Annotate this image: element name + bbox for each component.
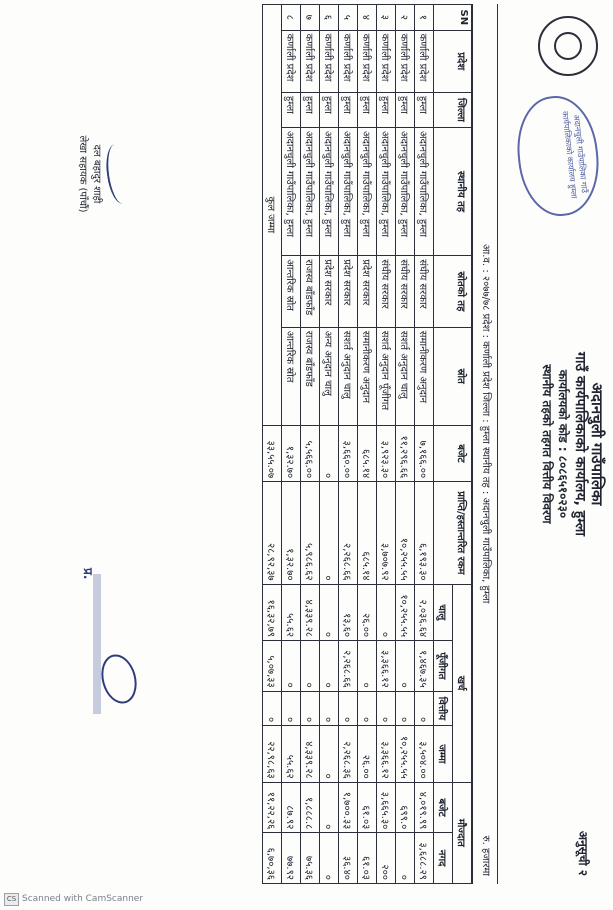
cell-local-level: अदानचुली गाउँपालिका, हुम्ला	[358, 127, 377, 255]
annex-label: अनुसूची २	[576, 830, 590, 876]
cell-balance-budget: ६९९.०	[396, 782, 415, 833]
col-local-level: स्थानीय तह	[434, 127, 472, 255]
cell-cash: ७५.३६	[301, 833, 320, 884]
cell-sn: ७	[301, 5, 320, 31]
cell-financial: ०	[282, 691, 301, 726]
total-received: २८,९२,३७	[263, 482, 282, 584]
cell-current: २६.००	[358, 584, 377, 641]
cell-district: हुम्ला	[358, 92, 377, 127]
cell-local-level: अदानचुली गाउँपालिका, हुम्ला	[282, 127, 301, 255]
table-row	[377, 5, 396, 884]
emblem-icon	[538, 16, 598, 76]
cell-source: समानीकरण अनुदान	[358, 327, 377, 425]
total-balance-budget: ११,२२,२६	[263, 782, 282, 833]
table-row	[396, 5, 415, 884]
col-province: प्रदेश	[434, 30, 472, 92]
cell-financial: ०	[301, 691, 320, 726]
cell-local-level: अदानचुली गाउँपालिका, हुम्ला	[377, 127, 396, 255]
cell-financial: ०	[377, 691, 396, 726]
cell-received: ०	[320, 482, 339, 584]
cell-current: ०	[320, 584, 339, 641]
cell-source: आन्तरिक स्रोत	[282, 327, 301, 425]
fiscal-info-row	[472, 4, 498, 884]
cell-sn: २	[396, 5, 415, 31]
cell-total: ३,५०४.००	[415, 726, 434, 783]
cell-district: हुम्ला	[301, 92, 320, 127]
financial-table	[262, 4, 472, 884]
cell-total: २,२६८.३६	[339, 726, 358, 783]
cell-sn: १	[415, 5, 434, 31]
cell-source: सशर्त अनुदान चालु	[339, 327, 358, 425]
accountant-signature-block	[77, 99, 131, 249]
cell-source: राजस्व बाँडफाँड	[301, 327, 320, 425]
cell-balance-budget: १,७००.३३	[339, 782, 358, 833]
total-row	[263, 5, 282, 884]
total-current: १६,३२,७९	[263, 584, 282, 641]
cell-budget: ३,६६०.००	[339, 425, 358, 482]
document-title: स्थानीय तहको तहगत वित्तीय विवरण	[540, 364, 554, 524]
cell-source-level: संघीय सरकार	[396, 256, 415, 328]
table-row	[320, 5, 339, 884]
cell-budget: १,३२.७०	[282, 425, 301, 482]
balance-group-header: मौज्दात	[453, 782, 472, 883]
total-cash: ६,७०,३६	[263, 833, 282, 884]
expense-group-header: खर्च	[453, 584, 472, 782]
cell-capital: ०	[320, 641, 339, 692]
cell-capital: २,२६८.६६	[339, 641, 358, 692]
cell-district: हुम्ला	[320, 92, 339, 127]
cell-sn: ४	[358, 5, 377, 31]
cell-source-level: संघीय सरकार	[377, 256, 396, 328]
cell-district: हुम्ला	[282, 92, 301, 127]
cell-current: १०,२५५.५५	[396, 584, 415, 641]
cell-total: ३,३६६.१२	[377, 726, 396, 783]
page-header	[501, 4, 606, 884]
cell-received: ६८५.१४	[358, 482, 377, 584]
cell-source-level: प्रदेश सरकार	[358, 256, 377, 328]
cell-cash: २००	[377, 833, 396, 884]
cell-source-level: संघीय सरकार	[415, 256, 434, 328]
total-label: कुल जम्मा	[263, 5, 282, 426]
col-total: जम्मा	[434, 726, 453, 783]
cell-source: सशर्त अनुदान चालु	[396, 327, 415, 425]
total-financial: ०	[263, 691, 282, 726]
cell-current: ५५.६२	[282, 584, 301, 641]
cell-cash: ३,६८८.२९	[415, 833, 434, 884]
cell-capital: ३,३६६.१२	[377, 641, 396, 692]
cell-received: ५,९८६.६२	[301, 482, 320, 584]
cell-received: ३,७०७.९२	[377, 482, 396, 584]
total-budget: ३३,५५.०७	[263, 425, 282, 482]
cell-budget: ३,९२३.३०	[377, 425, 396, 482]
cell-total: ५५.६२	[282, 726, 301, 783]
cell-financial: ०	[320, 691, 339, 726]
cell-capital: ०	[282, 641, 301, 692]
cell-local-level: अदानचुली गाउँपालिका, हुम्ला	[415, 127, 434, 255]
cell-district: हुम्ला	[377, 92, 396, 127]
cell-province: कर्णाली प्रदेश	[282, 30, 301, 92]
cell-cash: ३६.४०	[339, 833, 358, 884]
table-row	[301, 5, 320, 884]
municipality-title: अदानचुली गाउँपालिका	[588, 382, 606, 506]
signature-scribble	[103, 143, 135, 206]
cell-local-level: अदानचुली गाउँपालिका, हुम्ला	[301, 127, 320, 255]
cell-financial: ०	[358, 691, 377, 726]
col-balance-budget: बजेट	[434, 782, 453, 833]
cell-current: ०	[377, 584, 396, 641]
fiscal-info: आ.व. : २०७७/७८ प्रदेश : कर्णाली प्रदेश जिल्ला : हुम्ला स्थानीय तह : अदानचुली गाउँपालिका, हुम्ला	[480, 244, 491, 604]
accountant-title: लेखा सहायक (पाँचौं)	[77, 135, 88, 213]
cell-cash: ६१.०३	[358, 833, 377, 884]
col-financial: वित्तीय	[434, 691, 453, 726]
cell-capital: १,४६७.३५	[415, 641, 434, 692]
cell-financial: ०	[415, 691, 434, 726]
office-name: गाउँ कार्यपालिकाको कार्यालय, हुम्ला	[572, 352, 588, 536]
cell-capital: ०	[301, 641, 320, 692]
cell-source: समानीकरण अनुदान	[415, 327, 434, 425]
camscanner-icon: CS	[4, 893, 19, 906]
table-row	[415, 5, 434, 884]
cell-received: ६,१९३.३०	[415, 482, 434, 584]
cell-total: २६.००	[358, 726, 377, 783]
cell-source-level: आन्तरिक स्रोत	[282, 256, 301, 328]
cell-balance-budget: १,८८८.८	[301, 782, 320, 833]
cell-total: ०	[320, 726, 339, 783]
cell-sn: ८	[282, 5, 301, 31]
total-expense: २२,९८,६३	[263, 726, 282, 783]
col-budget: बजेट	[434, 425, 472, 482]
cell-cash: ७७.९२	[282, 833, 301, 884]
officer-label: प्र.	[81, 568, 95, 580]
redaction-mark	[93, 574, 101, 714]
cell-district: हुम्ला	[339, 92, 358, 127]
cell-province: कर्णाली प्रदेश	[377, 30, 396, 92]
unit-label: रु. हजारमा	[480, 835, 491, 876]
cell-local-level: अदानचुली गाउँपालिका, हुम्ला	[320, 127, 339, 255]
cell-total: ४,३३९.२८	[301, 726, 320, 783]
cell-received: २,२६८.६६	[339, 482, 358, 584]
cell-province: कर्णाली प्रदेश	[358, 30, 377, 92]
table-row	[282, 5, 301, 884]
signature-scribble	[96, 650, 142, 707]
cell-financial: ०	[339, 691, 358, 726]
officer-signature-block	[61, 564, 141, 734]
table-group-header	[453, 5, 472, 884]
cell-district: हुम्ला	[396, 92, 415, 127]
cell-total: १०,२५५.५५	[396, 726, 415, 783]
scanned-page	[6, 4, 606, 884]
cell-current: २,०३६.६४	[415, 584, 434, 641]
cell-balance-budget: ८७.९२	[282, 782, 301, 833]
table-row	[339, 5, 358, 884]
col-source-level: स्रोतको तह	[434, 256, 472, 328]
cell-budget: ०	[320, 425, 339, 482]
cell-sn: ६	[320, 5, 339, 31]
cell-budget: ६८५.१४	[358, 425, 377, 482]
scanner-watermark	[4, 893, 143, 906]
cell-current: १३,६०	[339, 584, 358, 641]
cell-balance-budget: ६१.०३	[358, 782, 377, 833]
cell-received: १,३२.७०	[282, 482, 301, 584]
accountant-name: दल बहादुर शाही	[91, 144, 102, 204]
cell-source-level: प्रदेश सरकार	[339, 256, 358, 328]
cell-capital: ०	[358, 641, 377, 692]
col-source: स्रोत	[434, 327, 472, 425]
cell-budget: ११,२९६.६६	[396, 425, 415, 482]
cell-province: कर्णाली प्रदेश	[415, 30, 434, 92]
table-row	[358, 5, 377, 884]
cell-capital: ०	[396, 641, 415, 692]
col-current: चालु	[434, 584, 453, 641]
cell-cash: ०	[320, 833, 339, 884]
cell-local-level: अदानचुली गाउँपालिका, हुम्ला	[396, 127, 415, 255]
col-received: प्राप्ति/हस्तान्तरित रकम	[434, 482, 472, 584]
cell-financial: ०	[396, 691, 415, 726]
cell-balance-budget: ३,६६५.३०	[377, 782, 396, 833]
cell-sn: ३	[377, 5, 396, 31]
cell-province: कर्णाली प्रदेश	[396, 30, 415, 92]
scanner-text: Scanned with CamScanner	[22, 894, 144, 904]
cell-budget: ७,१६६.००	[415, 425, 434, 482]
cell-province: कर्णाली प्रदेश	[320, 30, 339, 92]
col-capital: पूँजीगत	[434, 641, 453, 692]
cell-source: सशर्त अनुदान पूँजीगत	[377, 327, 396, 425]
cell-source-level: राजस्व बाँडफाँड	[301, 256, 320, 328]
cell-received: १०,२५५.५५	[396, 482, 415, 584]
cell-province: कर्णाली प्रदेश	[301, 30, 320, 92]
office-code: कार्यालयको कोड : ८०८६५१०२३०	[556, 369, 570, 519]
cell-budget: ५,५६६.००	[301, 425, 320, 482]
cell-balance-budget: ४,०१९.९९	[415, 782, 434, 833]
col-district: जिल्ला	[434, 92, 472, 127]
cell-cash: ०	[396, 833, 415, 884]
cell-sn: ५	[339, 5, 358, 31]
cell-district: हुम्ला	[415, 92, 434, 127]
cell-local-level: अदानचुली गाउँपालिका, हुम्ला	[339, 127, 358, 255]
cell-balance-budget: ०	[320, 782, 339, 833]
cell-source-level: प्रदेश सरकार	[320, 256, 339, 328]
cell-current: ४,३३९.२८	[301, 584, 320, 641]
col-cash: नगद	[434, 833, 453, 884]
total-capital: ५,०७,३३	[263, 641, 282, 692]
cell-source: अन्य अनुदान चालु	[320, 327, 339, 425]
cell-province: कर्णाली प्रदेश	[339, 30, 358, 92]
col-sn: SN	[434, 5, 472, 31]
office-stamp: अदानचुली गाउँपालिका गाउँ कार्यपालिकाको कार्यालय हुम्ला	[512, 92, 604, 220]
